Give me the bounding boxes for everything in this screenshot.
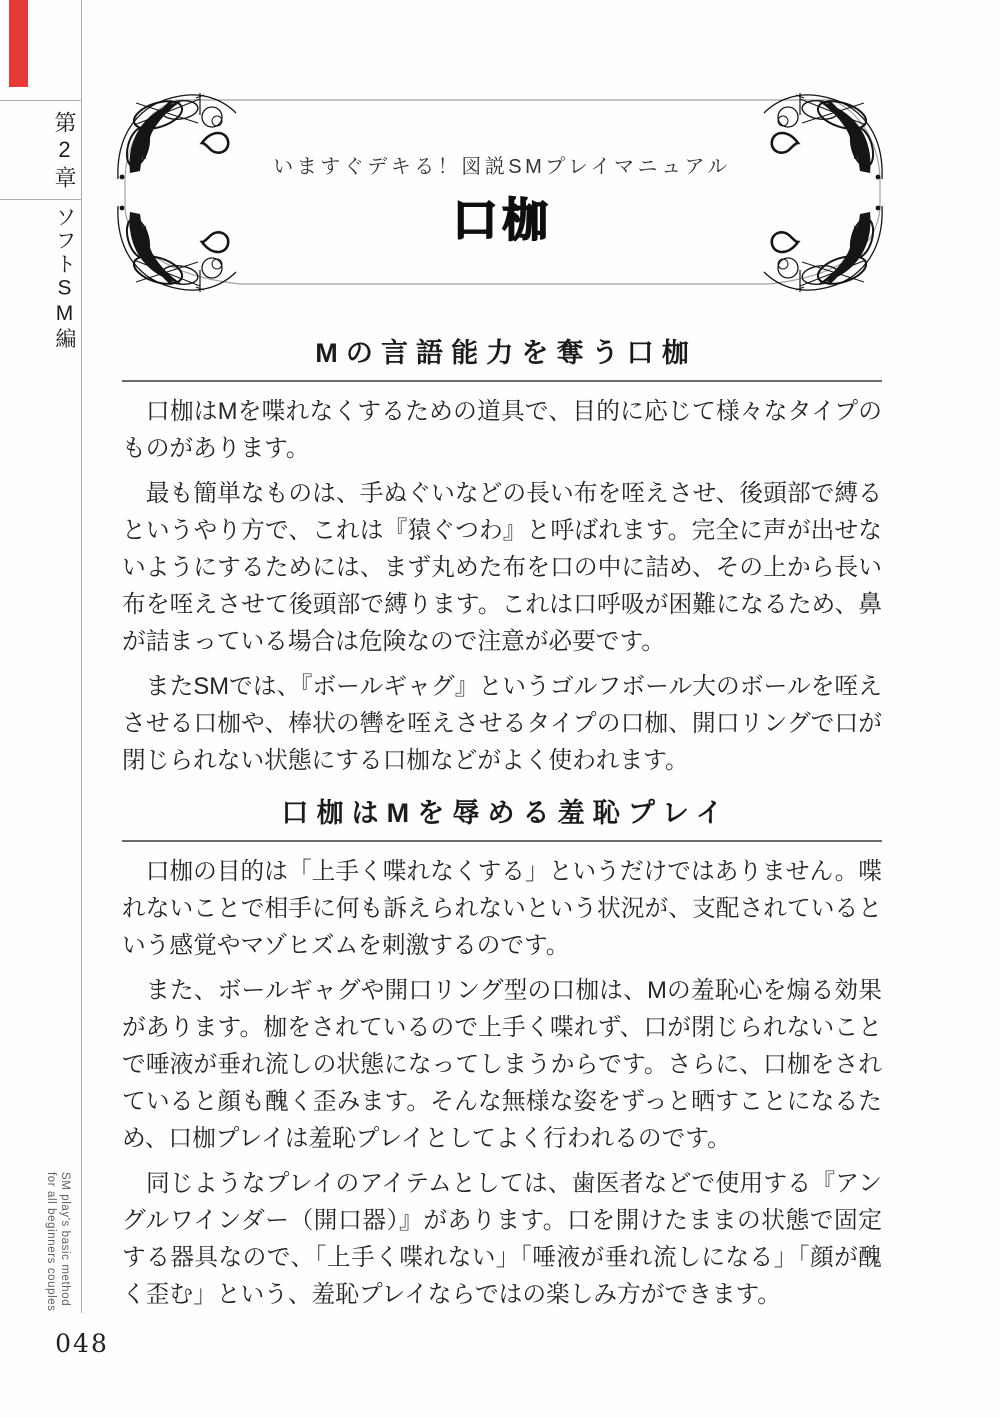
section-language-ability [122, 336, 882, 788]
series-title: いますぐデキる！図説SMプレイマニュアル [273, 156, 731, 178]
body-paragraph: 最も簡単なものは、手ぬぐいなどの長い布を咥えさせ、後頭部で縛るというやり方で、これは『猿ぐつわ』と呼ばれます。完全に声が出せないようにするためには、まず丸めた布を口の中に詰め、その上から長い布を咥えさせて後頭部で縛ります。これは口呼吸が困難になるため、鼻が詰まっている場合は危険なので注意が必要です。 [122, 481, 882, 655]
heading-rule [122, 840, 882, 842]
body-paragraph: またSMでは、『ボールギャグ』というゴルフボール大のボールを咥えさせる口枷や、棒状の轡を咥えさせるタイプの口枷、開口リングで口が閉じられない状態にする口枷などがよく使われます。 [122, 674, 882, 774]
sidebar-rule-bottom [0, 199, 82, 200]
section-heading: 口枷はMを辱める羞恥プレイ [281, 798, 731, 828]
body-paragraph: 口枷の目的は「上手く喋れなくする」というだけではありません。喋れないことで相手に何も訴えられないという状況が、支配されているという感覚やマゾヒズムを刺激するのです。 [122, 859, 882, 959]
page-number: 048 [55, 1329, 109, 1358]
section-heading: Mの言語能力を奪う口枷 [315, 338, 697, 368]
series-footer-caption [44, 1172, 72, 1322]
section-shame-play [122, 796, 882, 1322]
sidebar-divider-line [81, 0, 82, 1313]
body-paragraph: また、ボールギャグや開口リング型の口枷は、Mの羞恥心を煽る効果があります。枷をされているので上手く喋れず、口が閉じられないことで唾液が垂れ流しの状態になってしまうからです。さらに、口枷をされていると顔も醜く歪みます。そんな無様な姿をずっと晒すことになるため、口枷プレイは羞恥プレイとしてよく行われるのです。 [122, 978, 882, 1152]
footer-caption-line: for all beginners couples [45, 1172, 57, 1312]
footer-caption-line: SM play's basic method [59, 1172, 71, 1307]
heading-rule [122, 380, 882, 382]
chapter-color-tab [9, 0, 28, 87]
sidebar-rule-top [0, 100, 82, 101]
body-paragraph: 同じようなプレイのアイテムとしては、歯医者などで使用する『アングルワインダー（開口器）』があります。口を開けたままの状態で固定する器具なので、「上手く喋れない」「唾液が垂れ流しになる」「顔が醜く歪む」という、羞恥プレイならではの楽しみ方ができます。 [122, 1171, 882, 1308]
body-paragraph: 口枷はMを喋れなくするための道具で、目的に応じて様々なタイプのものがあります。 [122, 399, 882, 462]
page-title: 口枷 [452, 194, 552, 246]
chapter-label: 第2章 [52, 111, 77, 192]
edition-label: ソフトSM編 [53, 206, 76, 351]
